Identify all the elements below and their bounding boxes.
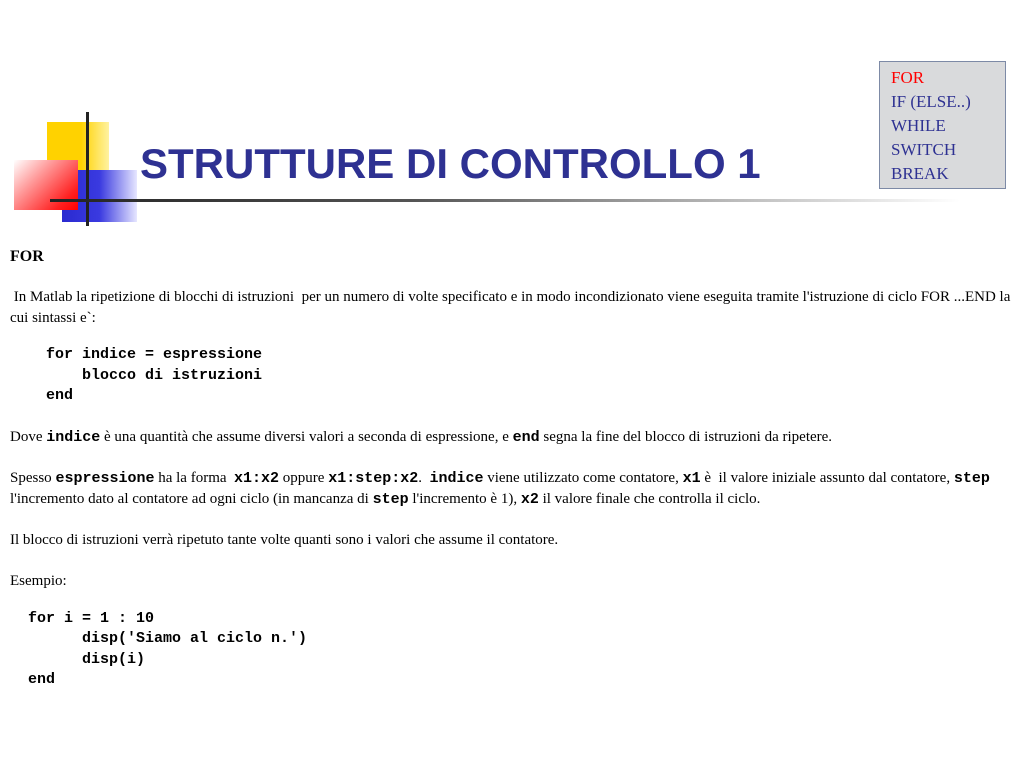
dove-text-3: segna la fine del blocco di istruzioni da ripetere. bbox=[539, 428, 833, 445]
slide-title: STRUTTURE DI CONTROLLO 1 bbox=[140, 140, 761, 187]
code-step: step bbox=[953, 469, 990, 487]
nav-item-break[interactable]: BREAK bbox=[891, 164, 949, 183]
dove-text-1: Dove bbox=[10, 428, 47, 445]
code-step-2: step bbox=[372, 490, 409, 508]
syntax-code-block: for indice = espressione blocco di istruzioni end bbox=[46, 346, 263, 404]
code-espressione: espressione bbox=[55, 469, 155, 487]
spesso-text-7: l'incremento dato al contatore ad ogni ciclo (in mancanza di bbox=[10, 469, 994, 507]
spesso-text-3: oppure bbox=[279, 469, 329, 486]
dove-paragraph bbox=[10, 427, 1016, 448]
decor-red-square bbox=[14, 160, 78, 210]
spesso-text-2: ha la forma bbox=[154, 469, 235, 486]
dove-text-2: è una quantità che assume diversi valori a seconda di espressione, e bbox=[100, 428, 513, 445]
decor-vertical-line bbox=[86, 112, 89, 226]
code-x1-x2: x1:x2 bbox=[234, 469, 280, 487]
spesso-text-9: il valore finale che controlla il ciclo. bbox=[538, 490, 761, 507]
nav-item-for[interactable]: FOR bbox=[891, 68, 925, 87]
spesso-text-6: è il valore iniziale assunto dal contatore, bbox=[700, 469, 954, 486]
code-indice: indice bbox=[46, 428, 101, 446]
slide-body bbox=[10, 246, 1016, 691]
topic-nav-box bbox=[879, 61, 1006, 189]
nav-item-while[interactable]: WHILE bbox=[891, 116, 946, 135]
decor-horizontal-rule bbox=[50, 199, 960, 202]
example-label: Esempio: bbox=[10, 572, 67, 589]
spesso-text-1: Spesso bbox=[10, 469, 56, 486]
spesso-text-5: viene utilizzato come contatore, bbox=[483, 469, 683, 486]
spesso-text-8: l'incremento è 1), bbox=[408, 490, 521, 507]
code-indice-2: indice bbox=[429, 469, 484, 487]
spesso-text-4: . bbox=[418, 469, 430, 486]
nav-item-switch[interactable]: SWITCH bbox=[891, 140, 957, 159]
blocco-paragraph: Il blocco di istruzioni verrà ripetuto tante volte quanti sono i valori che assume il contatore. bbox=[10, 531, 559, 548]
nav-item-if-else[interactable]: IF (ELSE..) bbox=[891, 92, 971, 111]
code-end: end bbox=[512, 428, 540, 446]
intro-paragraph: In Matlab la ripetizione di blocchi di istruzioni per un numero di volte specificato e in modo incondizionato viene eseguita tramite l'istruzione di ciclo FOR ...END la cui sintassi e`: bbox=[10, 289, 1015, 326]
code-x2: x2 bbox=[520, 490, 539, 508]
section-heading: FOR bbox=[10, 248, 44, 265]
code-x1: x1 bbox=[682, 469, 701, 487]
spesso-paragraph bbox=[10, 468, 1016, 510]
code-x1-step-x2: x1:step:x2 bbox=[328, 469, 419, 487]
example-code-block: for i = 1 : 10 disp('Siamo al ciclo n.') disp(i) end bbox=[28, 609, 308, 688]
